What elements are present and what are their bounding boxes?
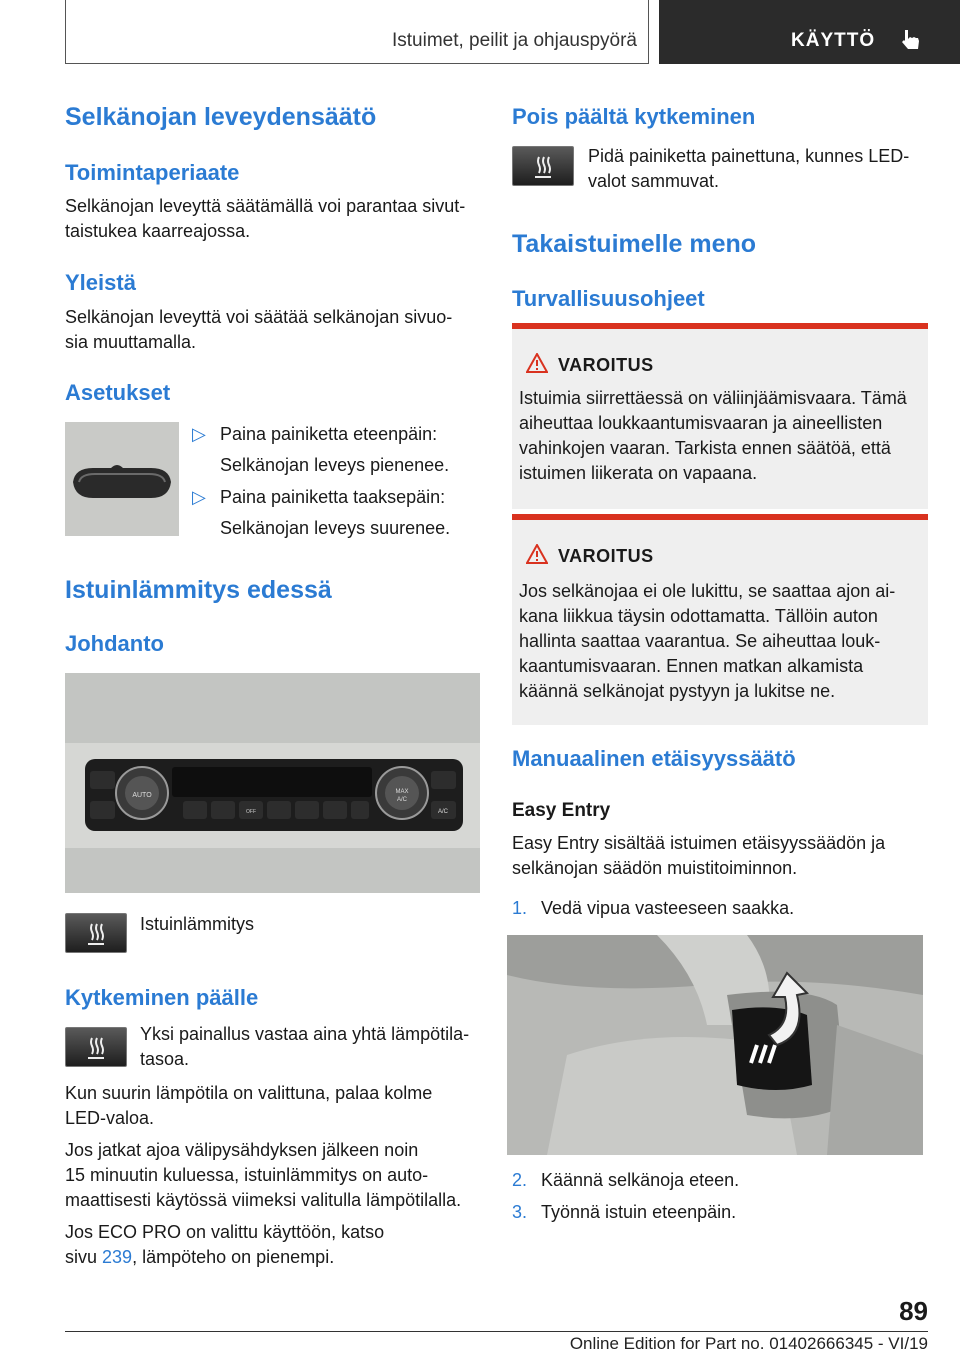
heading-switch-off: Pois päältä kytkeminen (512, 104, 756, 129)
step-3-text: Työnnä istuin eteenpäin. (541, 1202, 737, 1222)
section-title: Istuimet, peilit ja ohjauspyörä (391, 30, 637, 51)
easy-entry-text-1: Easy Entry sisältää istuimen etäisyyssäädön ja (512, 833, 886, 853)
pointing-hand-icon (899, 28, 921, 57)
para2-line3: maattisesti käytössä viimeksi valitulla lämpötilalla. (65, 1190, 462, 1210)
bullet-text-1: Paina painiketta eteenpäin: (220, 424, 438, 444)
warning-2-line-4: kaantumisvaaran. Ennen matkan alkamista (519, 656, 864, 676)
warning-box-2 (512, 514, 928, 725)
warning-1-title: VAROITUS (558, 355, 654, 375)
auto-label: AUTO (132, 792, 152, 799)
seat-heating-button-icon-2 (65, 1027, 127, 1067)
warning-2-line-2: kana liikkua täysin odottamatta. Tällöin auton (519, 606, 878, 626)
heading-general: Yleistä (65, 270, 136, 295)
step-2-number: 2. (512, 1170, 528, 1190)
heading-easy-entry: Easy Entry (512, 800, 611, 821)
backrest-switch-image (65, 422, 179, 536)
para3-prefix: sivu (65, 1247, 103, 1267)
warning-1-line-2: aiheuttaa loukkaantumisvaaran ja aineellisten (519, 413, 883, 433)
warning-2-line-3: hallinta saattaa vaarantua. Se aiheuttaa louk- (519, 631, 881, 651)
step-3-number: 3. (512, 1202, 528, 1222)
bullet-result-2: Selkänojan leveys suurenee. (220, 518, 451, 538)
heading-intro: Johdanto (65, 631, 164, 656)
para2-line2: 15 minuutin kuluessa, istuinlämmitys on auto- (65, 1165, 429, 1185)
chapter-tab-label: KÄYTTÖ (791, 30, 876, 51)
step-1-text: Vedä vipua vasteeseen saakka. (541, 898, 795, 918)
heading-manual-distance: Manuaalinen etäisyyssäätö (512, 746, 796, 771)
section-heading-backrest-width: Selkänojan leveydensäätö (65, 103, 377, 131)
switch-on-text-1: Yksi painallus vastaa aina yhtä lämpötila- (140, 1024, 470, 1044)
warning-triangle-icon (526, 544, 548, 569)
para1-line2: LED-valoa. (65, 1108, 155, 1128)
step-1-number: 1. (512, 898, 528, 918)
seat-heating-label: Istuinlämmitys (140, 914, 255, 934)
warning-triangle-icon (526, 353, 548, 378)
para2-line1: Jos jatkat ajoa välipysähdyksen jälkeen noin (65, 1140, 419, 1160)
footer-divider (65, 1331, 928, 1332)
bullet-marker-1: ▷ (192, 424, 206, 444)
page-link-239[interactable]: 239 (102, 1247, 133, 1267)
off-label: OFF (246, 809, 256, 815)
warning-2-line-5: käännä selkänojat pystyyn ja lukitse ne. (519, 681, 836, 701)
warning-1-line-3: vahinkojen vaaran. Tarkista ennen säätöä, että (519, 438, 891, 458)
heading-settings: Asetukset (65, 380, 171, 405)
switch-on-text-2: tasoa. (140, 1049, 190, 1069)
para3-line1: Jos ECO PRO on valittu käyttöön, katso (65, 1222, 385, 1242)
heading-principle: Toimintaperiaate (65, 160, 240, 185)
climate-panel-image (65, 673, 480, 893)
easy-entry-text-2: selkänojan säädön muistitoiminnon. (512, 858, 798, 878)
step-2-text: Käännä selkänoja eteen. (541, 1170, 740, 1190)
bullet-marker-2: ▷ (192, 487, 206, 507)
heading-switch-on: Kytkeminen päälle (65, 985, 259, 1010)
general-text-2: sia muuttamalla. (65, 332, 197, 352)
warning-2-line-1: Jos selkänojaa ei ole lukittu, se saattaa ajon ai- (519, 581, 896, 601)
switch-off-text-2: valot sammuvat. (588, 171, 720, 191)
principle-text-2: taistukea kaarreajossa. (65, 221, 251, 241)
page-number: 89 (899, 1296, 928, 1326)
bullet-result-1: Selkänojan leveys pienenee. (220, 455, 450, 475)
section-heading-seat-heating: Istuinlämmitys edessä (65, 576, 332, 604)
footer-edition: Online Edition for Part no. 01402666345 - VI/19 (569, 1334, 928, 1353)
warning-2-title: VAROITUS (558, 546, 654, 566)
switch-off-text-1: Pidä painiketta painettuna, kunnes LED- (588, 146, 910, 166)
svg-text:A/C: A/C (396, 797, 408, 803)
heading-safety: Turvallisuusohjeet (512, 286, 705, 311)
seat-heating-button-icon (65, 913, 127, 953)
svg-text:MAX: MAX (395, 789, 409, 795)
seat-lever-image (507, 935, 923, 1155)
ac-label: A/C (437, 809, 449, 815)
warning-box-1 (512, 323, 928, 509)
section-heading-rear-access: Takaistuimelle meno (512, 230, 757, 258)
bullet-text-2: Paina painiketta taaksepäin: (220, 487, 446, 507)
principle-text-1: Selkänojan leveyttä säätämällä voi parantaa sivut- (65, 196, 466, 216)
chapter-tab[interactable] (659, 0, 960, 64)
para3-line2 (65, 1245, 334, 1270)
warning-1-line-4: istuimen liikerata on vapaana. (519, 463, 758, 483)
para3-suffix: , lämpöteho on pienempi. (132, 1247, 335, 1267)
seat-heating-button-icon-3 (512, 146, 574, 186)
warning-1-line-1: Istuimia siirrettäessä on väliinjäämisvaara. Tämä (519, 388, 907, 408)
general-text-1: Selkänojan leveyttä voi säätää selkänojan sivuo- (65, 307, 453, 327)
para1-line1: Kun suurin lämpötila on valittuna, palaa kolme (65, 1083, 433, 1103)
